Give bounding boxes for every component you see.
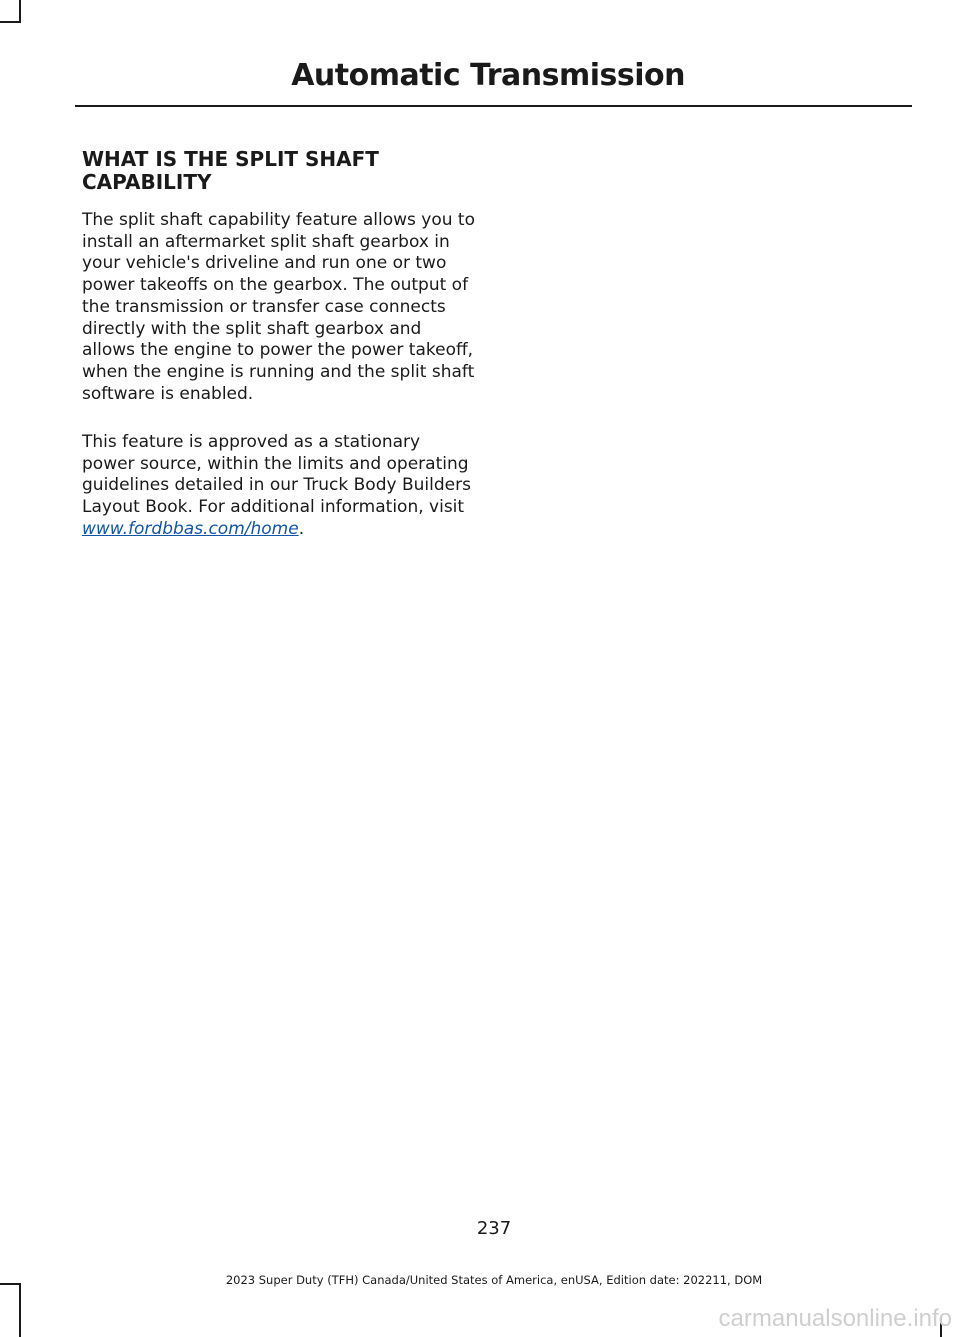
watermark-text: carmanualsonline.info [718, 1305, 952, 1332]
paragraph-1: The split shaft capability feature allows you to install an aftermarket split shaft gearbox in your vehicle's driveline and run one or two power takeoffs on the gearbox. The output of the transmission or transfer case connects directly with the split shaft gearbox and allows the engine to power the power takeoff, when the engine is running and the split shaft software is enabled. [82, 210, 475, 404]
paragraph-2-text: This feature is approved as a stationary power source, within the limits and operating guidelines detailed in our Truck Body Builders Layout Book. For additional information, visit [82, 432, 471, 518]
footer-edition-info: 2023 Super Duty (TFH) Canada/United States of America, enUSA, Edition date: 202211, DOM [225, 1273, 763, 1287]
paragraph-2 [82, 432, 477, 541]
paragraph-2-end: . [298, 518, 305, 539]
crop-mark-top-left-horizontal [0, 21, 21, 23]
crop-mark-bottom-left-vertical [19, 1283, 21, 1337]
section-heading: WHAT IS THE SPLIT SHAFT CAPABILITY [82, 147, 379, 194]
page-header-title: Automatic Transmission [291, 58, 685, 93]
header-divider [75, 105, 912, 107]
crop-mark-top-left-vertical [19, 0, 21, 22]
fordbbas-link[interactable]: www.fordbbas.com/home [82, 518, 299, 539]
page-number: 237 [476, 1218, 512, 1239]
